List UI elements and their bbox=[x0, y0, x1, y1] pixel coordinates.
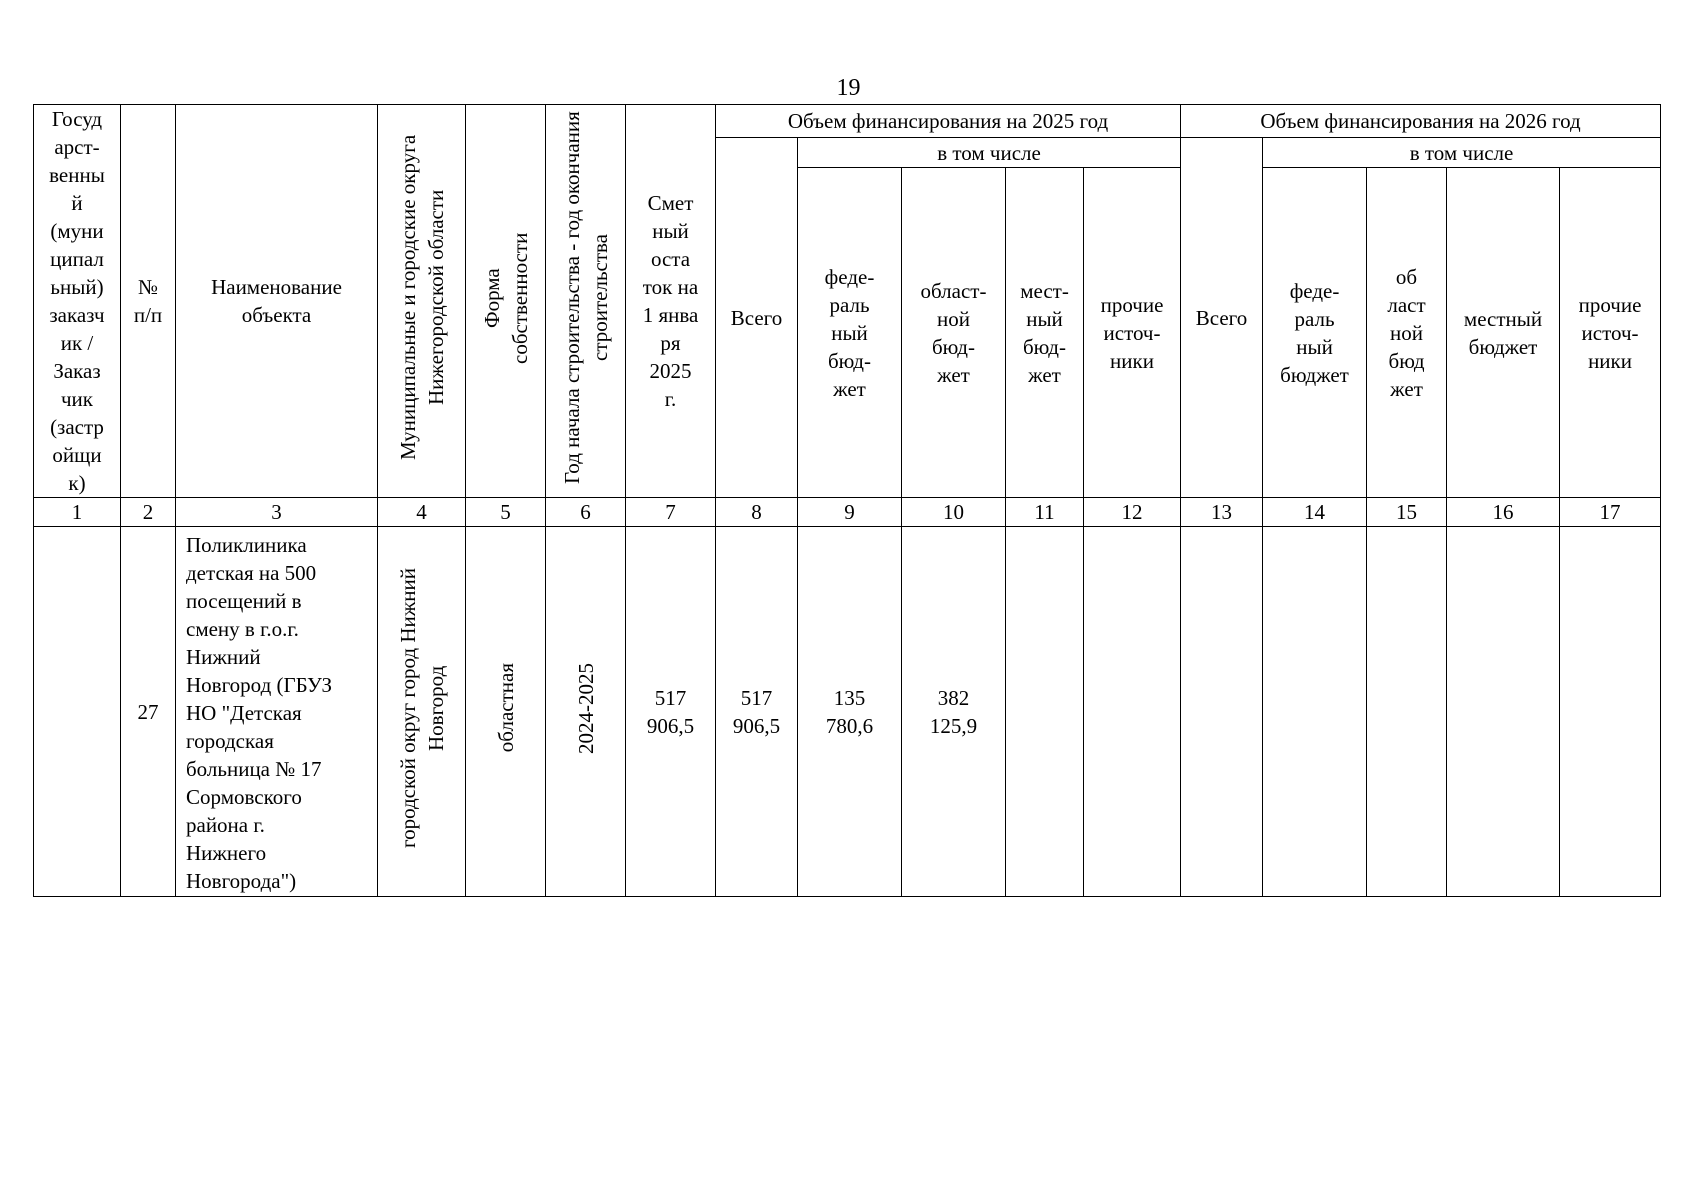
header-ownership-cell bbox=[466, 105, 546, 498]
page-number: 19 bbox=[836, 75, 861, 101]
header-total-2026: Всего bbox=[1181, 138, 1263, 498]
cell-remainder: 517 906,5 bbox=[626, 527, 716, 897]
column-number: 11 bbox=[1006, 498, 1084, 527]
cell-regional-2025: 382 125,9 bbox=[902, 527, 1006, 897]
column-number: 15 bbox=[1367, 498, 1447, 527]
cell-years: 2024-2025 bbox=[573, 662, 598, 754]
header-group-2026: Объем финансирования на 2026 год bbox=[1181, 105, 1661, 138]
financing-table bbox=[33, 104, 1661, 897]
column-number: 1 bbox=[34, 498, 121, 527]
cell-total-2025: 517 906,5 bbox=[716, 527, 798, 897]
cell-other-2026 bbox=[1560, 527, 1661, 897]
cell-municipality: городской округ город Нижний Новгород bbox=[395, 568, 448, 848]
cell-number: 27 bbox=[121, 527, 176, 897]
column-number: 6 bbox=[546, 498, 626, 527]
column-number: 10 bbox=[902, 498, 1006, 527]
cell-years-cell bbox=[546, 527, 626, 897]
header-years: Год начала строительства - год окончания строительства bbox=[559, 111, 612, 484]
header-number: № п/п bbox=[121, 105, 176, 498]
header-regional-2025: област- ной бюд- жет bbox=[902, 168, 1006, 498]
cell-other-2025 bbox=[1084, 527, 1181, 897]
column-number: 9 bbox=[798, 498, 902, 527]
cell-total-2026 bbox=[1181, 527, 1263, 897]
column-number: 7 bbox=[626, 498, 716, 527]
header-local-2025: мест- ный бюд- жет bbox=[1006, 168, 1084, 498]
cell-municipality-cell bbox=[378, 527, 466, 897]
cell-ownership-cell bbox=[466, 527, 546, 897]
header-including-2025: в том числе bbox=[798, 138, 1181, 168]
cell-federal-2026 bbox=[1263, 527, 1367, 897]
cell-local-2025 bbox=[1006, 527, 1084, 897]
cell-ownership: областная bbox=[493, 663, 518, 753]
header-local-2026: местный бюджет bbox=[1447, 168, 1560, 498]
column-number-row bbox=[34, 498, 1661, 527]
column-number: 13 bbox=[1181, 498, 1263, 527]
header-other-2025: прочие источ- ники bbox=[1084, 168, 1181, 498]
cell-federal-2025: 135 780,6 bbox=[798, 527, 902, 897]
header-remainder: Смет ный оста ток на 1 янва ря 2025 г. bbox=[626, 105, 716, 498]
column-number: 12 bbox=[1084, 498, 1181, 527]
table-row bbox=[34, 527, 1661, 897]
header-object-name: Наименование объекта bbox=[176, 105, 378, 498]
header-other-2026: прочие источ- ники bbox=[1560, 168, 1661, 498]
cell-customer bbox=[34, 527, 121, 897]
cell-object-name: Поликлиника детская на 500 посещений в смену в г.о.г. Нижний Новгород (ГБУЗ НО "Детская городская больница № 17 Сормовского района г. Нижнего Новгорода") bbox=[176, 527, 378, 897]
column-number: 5 bbox=[466, 498, 546, 527]
header-municipality-cell bbox=[378, 105, 466, 498]
column-number: 16 bbox=[1447, 498, 1560, 527]
header-ownership: Форма собственности bbox=[479, 231, 532, 364]
header-years-cell bbox=[546, 105, 626, 498]
header-federal-2025: феде- раль ный бюд- жет bbox=[798, 168, 902, 498]
header-group-2025: Объем финансирования на 2025 год bbox=[716, 105, 1181, 138]
column-number: 8 bbox=[716, 498, 798, 527]
column-number: 3 bbox=[176, 498, 378, 527]
header-federal-2026: феде- раль ный бюджет bbox=[1263, 168, 1367, 498]
header-customer: Госуд арст- венны й (муни ципал ьный) заказч ик / Заказ чик (застр ойщи к) bbox=[34, 105, 121, 498]
cell-regional-2026 bbox=[1367, 527, 1447, 897]
column-number: 17 bbox=[1560, 498, 1661, 527]
header-municipality: Муниципальные и городские округа Нижегородской области bbox=[395, 134, 448, 461]
header-regional-2026: об ласт ной бюд жет bbox=[1367, 168, 1447, 498]
cell-local-2026 bbox=[1447, 527, 1560, 897]
header-including-2026: в том числе bbox=[1263, 138, 1661, 168]
column-number: 14 bbox=[1263, 498, 1367, 527]
column-number: 2 bbox=[121, 498, 176, 527]
header-total-2025: Всего bbox=[716, 138, 798, 498]
column-number: 4 bbox=[378, 498, 466, 527]
